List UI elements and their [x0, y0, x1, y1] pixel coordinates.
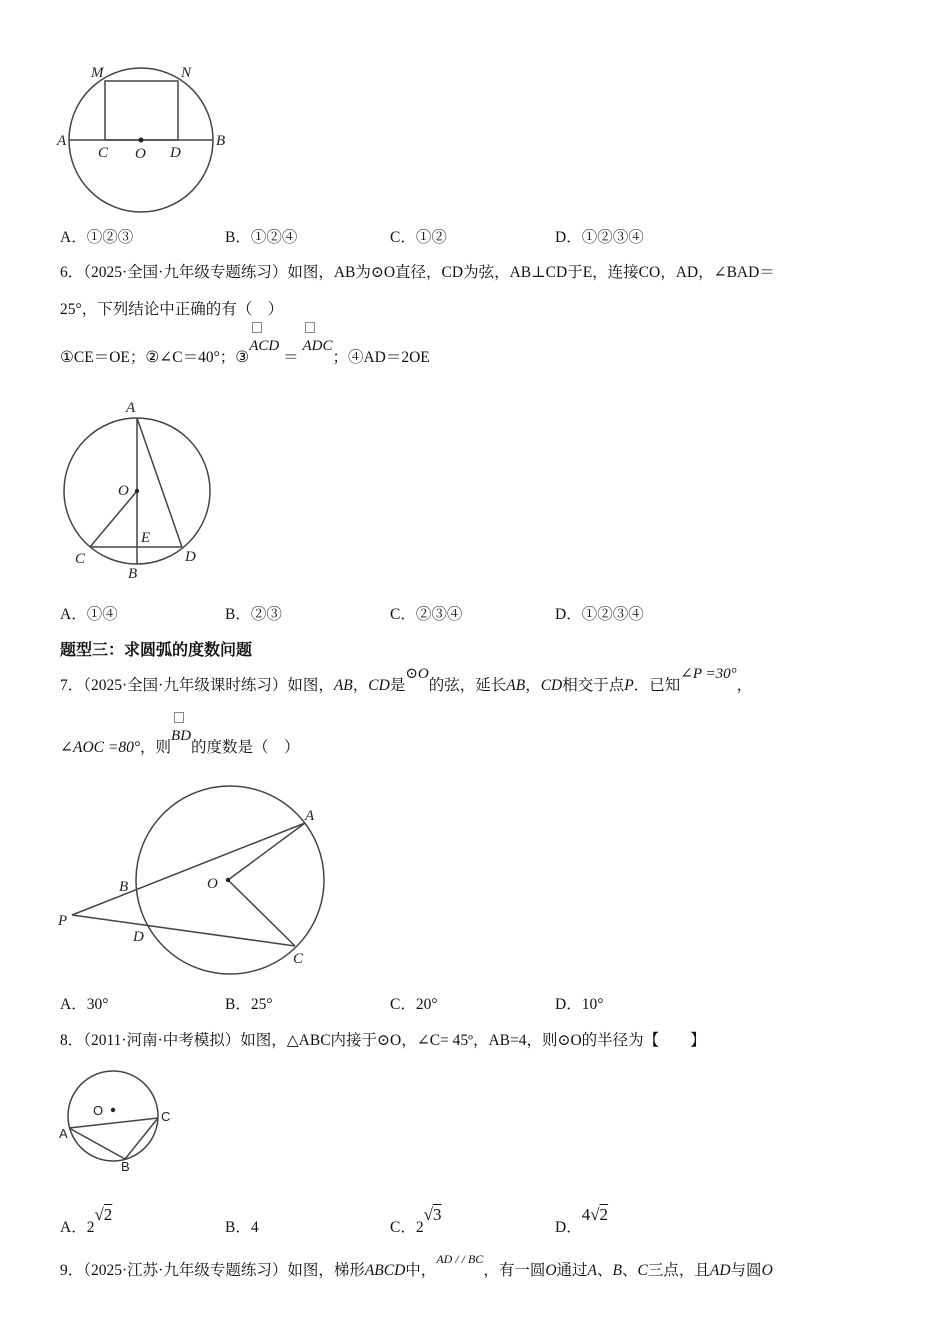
q8-option-c-sqrt: √3: [423, 1205, 442, 1224]
q7-angle-AOC: ∠AOC =80°: [60, 739, 141, 756]
q9-text-3: ，有一圆: [483, 1262, 546, 1279]
q8-option-d-radicand: 2: [599, 1205, 609, 1224]
q9-text-2: 中，: [405, 1262, 437, 1279]
q9-question-line1: [60, 1252, 773, 1280]
q8-circle: [68, 1071, 158, 1161]
q9-B: B: [612, 1262, 622, 1279]
q5-option-b[interactable]: B．①②④: [225, 229, 298, 246]
q9-sep-2: 、: [622, 1262, 638, 1279]
q8-option-a[interactable]: [60, 1205, 113, 1237]
q6-segment-AD: [137, 418, 182, 547]
q8-option-a-sqrt: √2: [94, 1205, 113, 1224]
q5-option-a[interactable]: A．①②③: [60, 229, 134, 246]
q8-question: 8．（2011·河南·中考模拟）如图，△ABC内接于⊙O，∠C= 45º，AB=4，则⊙O的半径为【 】: [60, 1032, 706, 1049]
q7-figure: [55, 780, 345, 990]
q8-option-d-coef: 4: [581, 1205, 591, 1224]
q8-label-O: O: [93, 1103, 104, 1118]
q8-option-d-value: 4√2: [581, 1205, 609, 1224]
q9-C: C: [637, 1262, 648, 1279]
q9-text-4: 通过: [556, 1262, 588, 1279]
q6-option-b[interactable]: B．②③: [225, 606, 282, 623]
q7-circle-O: ⊙O: [405, 666, 429, 682]
q7-center-dot: [226, 878, 230, 882]
q8-option-a-label: A．2: [60, 1219, 95, 1236]
q8-option-b[interactable]: B．4: [225, 1219, 259, 1236]
q7-text-3: 是: [389, 677, 406, 694]
q6-center-dot: [135, 489, 139, 493]
q8-label-C: C: [161, 1109, 171, 1124]
q7-text-7: ．已知: [633, 677, 681, 694]
q6-label-D: D: [185, 549, 196, 565]
q6-arc-ADC: ADC: [302, 338, 333, 354]
q9-text-1: 9．（2025·江苏·九年级专题练习）如图，梯形: [60, 1262, 365, 1279]
q7-point-P: P: [624, 677, 634, 694]
q7-option-b[interactable]: B．25°: [225, 996, 273, 1013]
q5-label-N: N: [181, 65, 192, 81]
q9-AD: AD: [709, 1262, 731, 1279]
q6-label-A: A: [126, 400, 136, 416]
q7-CD: CD: [368, 677, 390, 694]
q6-label-B: B: [128, 566, 138, 582]
q7-label-B: B: [119, 879, 129, 895]
q9-parallel: AD / / BC: [436, 1252, 484, 1266]
q7-segment-OA: [228, 823, 305, 880]
q8-option-c[interactable]: [390, 1205, 442, 1237]
q8-option-d-label: D．: [555, 1219, 582, 1236]
q7-CD-2: CD: [540, 677, 563, 694]
q7-text-9: ，则: [140, 739, 172, 756]
q7-text-10: 的度数是（ ）: [191, 739, 300, 756]
q7-question-line2: [60, 728, 300, 757]
q9-A: A: [587, 1262, 598, 1279]
q7-AB: AB: [333, 677, 353, 694]
q9-O-2: O: [761, 1262, 773, 1279]
q8-option-d[interactable]: [555, 1205, 609, 1237]
q8-segment-BC: [125, 1118, 158, 1159]
q6-cond-1: ①CE＝OE；②∠C＝40°；③: [60, 349, 250, 366]
q6-arc-ACD: ACD: [249, 338, 280, 354]
q6-option-c[interactable]: C．②③④: [390, 606, 463, 623]
q7-label-O: O: [207, 876, 218, 892]
q7-text-4: 的弦，延长: [428, 677, 507, 694]
q7-text-6: 相交于点: [562, 677, 625, 694]
q9-ABCD: ABCD: [364, 1262, 406, 1279]
q5-center-dot: [139, 138, 144, 143]
q5-rectangle: [105, 81, 178, 140]
q8-segment-AC: [69, 1118, 158, 1128]
q7-option-d[interactable]: D．10°: [555, 996, 604, 1013]
q7-option-a[interactable]: A．30°: [60, 996, 109, 1013]
q5-label-A: A: [57, 133, 67, 149]
q6-equals: ＝: [283, 349, 299, 366]
q8-option-c-radicand: 3: [432, 1205, 442, 1224]
q9-text-5: 三点，且: [647, 1262, 710, 1279]
q6-question-line1: 6．（2025·全国·九年级专题练习）如图，AB为⊙O直径，CD为弦，AB⊥CD于E，连接CO，AD，∠BAD＝: [60, 264, 775, 281]
q6-cond-4: ；④AD＝2OE: [332, 349, 430, 366]
q9-O: O: [545, 1262, 557, 1279]
q7-text-8: ，: [736, 677, 753, 694]
q7-question-line1: [60, 666, 753, 695]
q9-text-6: 与圆: [730, 1262, 762, 1279]
q9-sep-1: 、: [597, 1262, 613, 1279]
q6-segment-CO: [90, 491, 137, 547]
q7-text-1: 7．（2025·全国·九年级课时练习）如图，: [60, 677, 334, 694]
q8-label-B: B: [121, 1159, 130, 1174]
q6-label-E: E: [141, 530, 151, 546]
q7-label-P: P: [58, 913, 68, 929]
q5-figure: [55, 60, 235, 220]
q7-label-C: C: [293, 951, 304, 967]
q8-label-A: A: [59, 1126, 68, 1141]
q5-label-C: C: [98, 145, 109, 161]
section-title: 题型三：求圆弧的度数问题: [60, 640, 253, 659]
q7-label-D: D: [133, 929, 144, 945]
q7-text-2: ，: [352, 677, 369, 694]
q8-figure: [55, 1068, 185, 1178]
q6-label-O: O: [118, 483, 129, 499]
q7-segment-OC: [228, 880, 295, 946]
q7-angle-P: ∠P =30°: [680, 666, 737, 682]
q7-text-5: ，: [525, 677, 541, 694]
q5-label-D: D: [170, 145, 181, 161]
q5-label-O: O: [135, 146, 146, 162]
q8-center-dot: [111, 1108, 115, 1112]
q7-label-A: A: [305, 808, 315, 824]
q7-line-PA: [72, 823, 305, 915]
q7-option-c[interactable]: C．20°: [390, 996, 438, 1013]
q6-option-d[interactable]: D．①②③④: [555, 606, 644, 623]
q5-option-c[interactable]: C．①②: [390, 229, 447, 246]
q6-figure: [55, 395, 225, 585]
q6-conditions: [60, 338, 430, 367]
q6-question-line2: 25°，下列结论中正确的有（ ）: [60, 301, 284, 318]
q7-AB-2: AB: [506, 677, 526, 694]
q7-arc-BD: BD: [171, 728, 192, 744]
q8-option-a-radicand: 2: [103, 1205, 113, 1224]
q8-option-c-label: C．2: [390, 1219, 424, 1236]
q6-label-C: C: [75, 551, 86, 567]
q6-option-a[interactable]: A．①④: [60, 606, 118, 623]
q5-option-d[interactable]: D．①②③④: [555, 229, 644, 246]
q5-label-B: B: [216, 133, 226, 149]
q7-line-PC: [72, 915, 295, 946]
q5-label-M: M: [91, 65, 104, 81]
